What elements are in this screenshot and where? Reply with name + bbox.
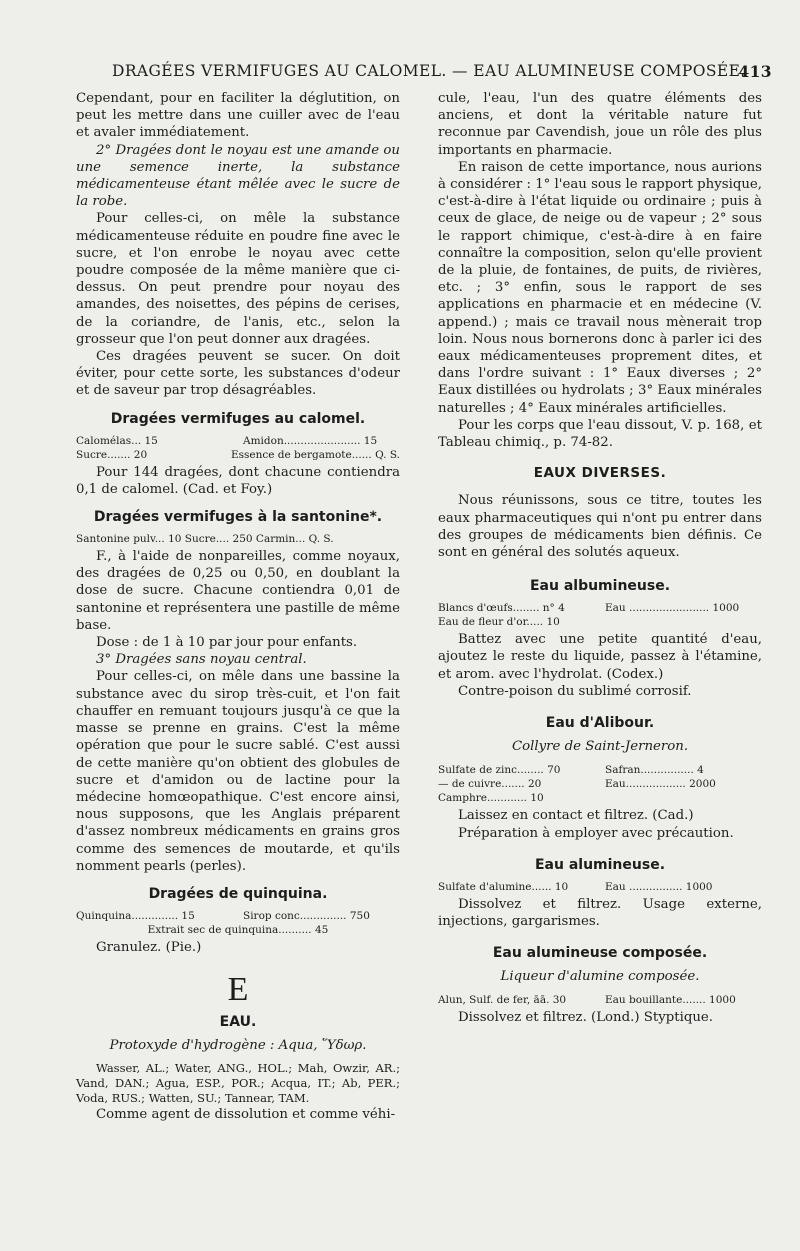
paragraph: Préparation à employer avec précaution. [458, 825, 734, 841]
right-column [438, 90, 762, 1027]
section-title: Eau albumineuse. [529, 578, 671, 595]
formula-item: Quinquina.............. 15 [76, 909, 195, 922]
formula [438, 763, 762, 805]
formula-item: — de cuivre....... 20 [438, 778, 542, 791]
paragraph: Dissolvez et filtrez. (Lond.) Styptique. [458, 1010, 714, 1026]
formula [438, 880, 762, 894]
formula-item: Sirop conc.............. 750 [243, 909, 370, 922]
paragraph: Dissolvez et filtrez. Usage externe, injections, gargarismes. [438, 896, 762, 929]
section-title: EAU. [219, 1014, 257, 1031]
section-title: Eau alumineuse composée. [492, 945, 708, 962]
formula-item: Sulfate d'alumine...... 10 [438, 880, 569, 893]
section-title: Dragées vermifuges à la santonine*. [93, 509, 383, 526]
formula-item: Eau de fleur d'or..... 10 [438, 616, 560, 629]
formula-item: Alun, Sulf. de fer, āā. 30 [438, 994, 567, 1007]
formula-item: Calomélas... 15 [76, 434, 158, 447]
paragraph: 2° Dragées dont le noyau est une amande ou une semence inerte, la substance médicamenteuse étant mêlée avec le sucre de la robe. [76, 142, 400, 210]
formula-item: Eau ........................ 1000 [605, 602, 740, 615]
formula-item: Blancs d'œufs........ n° 4 [438, 602, 565, 615]
formula [76, 909, 400, 937]
paragraph: Pour 144 dragées, dont chacune contiendra 0,1 de calomel. (Cad. et Foy.) [76, 464, 400, 497]
formula-item: Eau bouillante....... 1000 [605, 994, 736, 1007]
formula-item: Safran................ 4 [605, 764, 704, 777]
paragraph: Battez avec une petite quantité d'eau, ajoutez le reste du liquide, passez à l'étamine, et arom. avec l'hydrolat. (Codex.) [438, 632, 762, 682]
formula-item: Sucre....... 20 [76, 448, 148, 461]
section-title: Eau d'Alibour. [545, 715, 655, 732]
paragraph: F., à l'aide de nonpareilles, comme noyaux, des dragées de 0,25 ou 0,50, en doublant la dose de sucre. Chacune contiendra 0,01 de santonine et représentera une pastille de même base. [76, 549, 400, 633]
running-title: DRAGÉES VERMIFUGES AU CALOMEL. — EAU ALUMINEUSE COMPOSÉE. [112, 62, 746, 80]
page-number: 413 [738, 62, 772, 81]
paragraph: Nous réunissons, sous ce titre, toutes les eaux pharmaceutiques qui n'ont pu entrer dans des groupes de médicaments bien définis. Ce sont en général des solutés aqueux. [438, 493, 762, 561]
paragraph: Ces dragées peuvent se sucer. On doit éviter, pour cette sorte, les substances d'odeur et de saveur par trop désagréables. [76, 349, 400, 399]
paragraph: Laissez en contact et filtrez. (Cad.) [458, 808, 694, 824]
formula [438, 601, 762, 629]
paragraph: Pour celles-ci, on mêle dans une bassine la substance avec du sirop très-cuit, et l'on fait chauffer en remuant toujours jusqu'à ce que la masse se prenne en grains. C'est la même opération que pour le sucre sablé. C'est aussi de cette manière qu'on obtient des globules de sucre et d'amidon ou de lactine pour la médecine homœopathique. C'est encore ainsi, nous supposons, que les Anglais préparent d'assez nombreux médicaments en grains gros comme des semences de moutarde, et qu'ils nomment pearls (perles). [76, 669, 400, 874]
formula: Santonine pulv... 10 Sucre.... 250 Carmin... Q. S. [76, 533, 334, 546]
formula-item: Eau ................ 1000 [605, 880, 713, 893]
section-title: EAUX DIVERSES. [533, 465, 667, 482]
paragraph: Pour les corps que l'eau dissout, V. p. 168, et Tableau chimiq., p. 74-82. [438, 417, 762, 451]
subtitle: Protoxyde d'hydrogène : Aqua, Ὕδωρ. [109, 1038, 367, 1054]
running-header [112, 62, 772, 81]
formula [76, 434, 400, 462]
paragraph: Comme agent de dissolution et comme véhi- [96, 1106, 396, 1122]
formula-item: Extrait sec de quinquina.......... 45 [147, 923, 329, 936]
section-title: Dragées vermifuges au calomel. [110, 410, 366, 427]
formula-item: Essence de bergamote...... Q. S. [230, 448, 400, 461]
synonyms: Wasser, AL.; Water, ANG., HOL.; Mah, Owzir, AR.; Vand, DAN.; Agua, ESP., POR.; Acqua, IT.; Ab, PER.; Voda, RUS.; Watten, SU.; Tannear, TAM. [76, 1060, 400, 1105]
paragraph: Granulez. (Pie.) [96, 939, 202, 955]
paragraph: 3° Dragées sans noyau central. [96, 652, 307, 668]
subtitle: Liqueur d'alumine composée. [500, 969, 700, 985]
paragraph: Pour celles-ci, on mêle la substance médicamenteuse réduite en poudre fine avec le sucre, et l'on enrobe le noyau avec cette poudre composée de la même manière que ci-dessus. On peut prendre pour noyau des amandes, des noisettes, des pépins de cerises, de la coriandre, de l'anis, etc., selon la grosseur que l'on peut donner aux dragées. [76, 211, 400, 347]
formula-item: Sulfate de zinc........ 70 [438, 764, 561, 777]
formula [438, 993, 762, 1007]
paragraph: cule, l'eau, l'un des quatre éléments des anciens, et dont la véritable nature fut reconnue par Cavendish, joue un rôle des plus importants en pharmacie. [438, 91, 762, 158]
section-title: Dragées de quinquina. [148, 885, 328, 902]
left-column [76, 90, 400, 1123]
paragraph: Cependant, pour en faciliter la déglutition, on peut les mettre dans une cuiller avec de l'eau et avaler immédiatement. [76, 91, 400, 141]
formula-item: Eau.................. 2000 [605, 778, 716, 791]
formula-item: Amidon....................... 15 [243, 434, 378, 447]
section-title: Eau alumineuse. [534, 856, 666, 873]
subtitle: Collyre de Saint-Jerneron. [511, 739, 689, 755]
paragraph: Contre-poison du sublimé corrosif. [458, 683, 692, 699]
formula-item: Camphre............ 10 [438, 792, 544, 805]
paragraph: En raison de cette importance, nous aurions à considérer : 1° l'eau sous le rapport physique, c'est-à-dire à l'état liquide ou ordinaire ; puis à ceux de glace, de neige ou de vapeur ; 2° sous le rapport chimique, c'est-à-dire à en faire connaître la composition, selon qu'elle provient de la pluie, de fontaines, de puits, de rivières, etc. ; 3° enfin, sous le rapport de ses applications en pharmacie et en médecine (V. append.) ; mais ce travail nous mènerait trop loin. Nous nous bornerons donc à parler ici des eaux médicamenteuses proprement dites, et dans l'ordre suivant : 1° Eaux diverses ; 2° Eaux distillées ou hydrolats ; 3° Eaux minérales naturelles ; 4° Eaux minérales artificielles. [438, 159, 762, 416]
paragraph: Dose : de 1 à 10 par jour pour enfants. [96, 635, 358, 651]
section-letter: E [227, 971, 249, 1009]
